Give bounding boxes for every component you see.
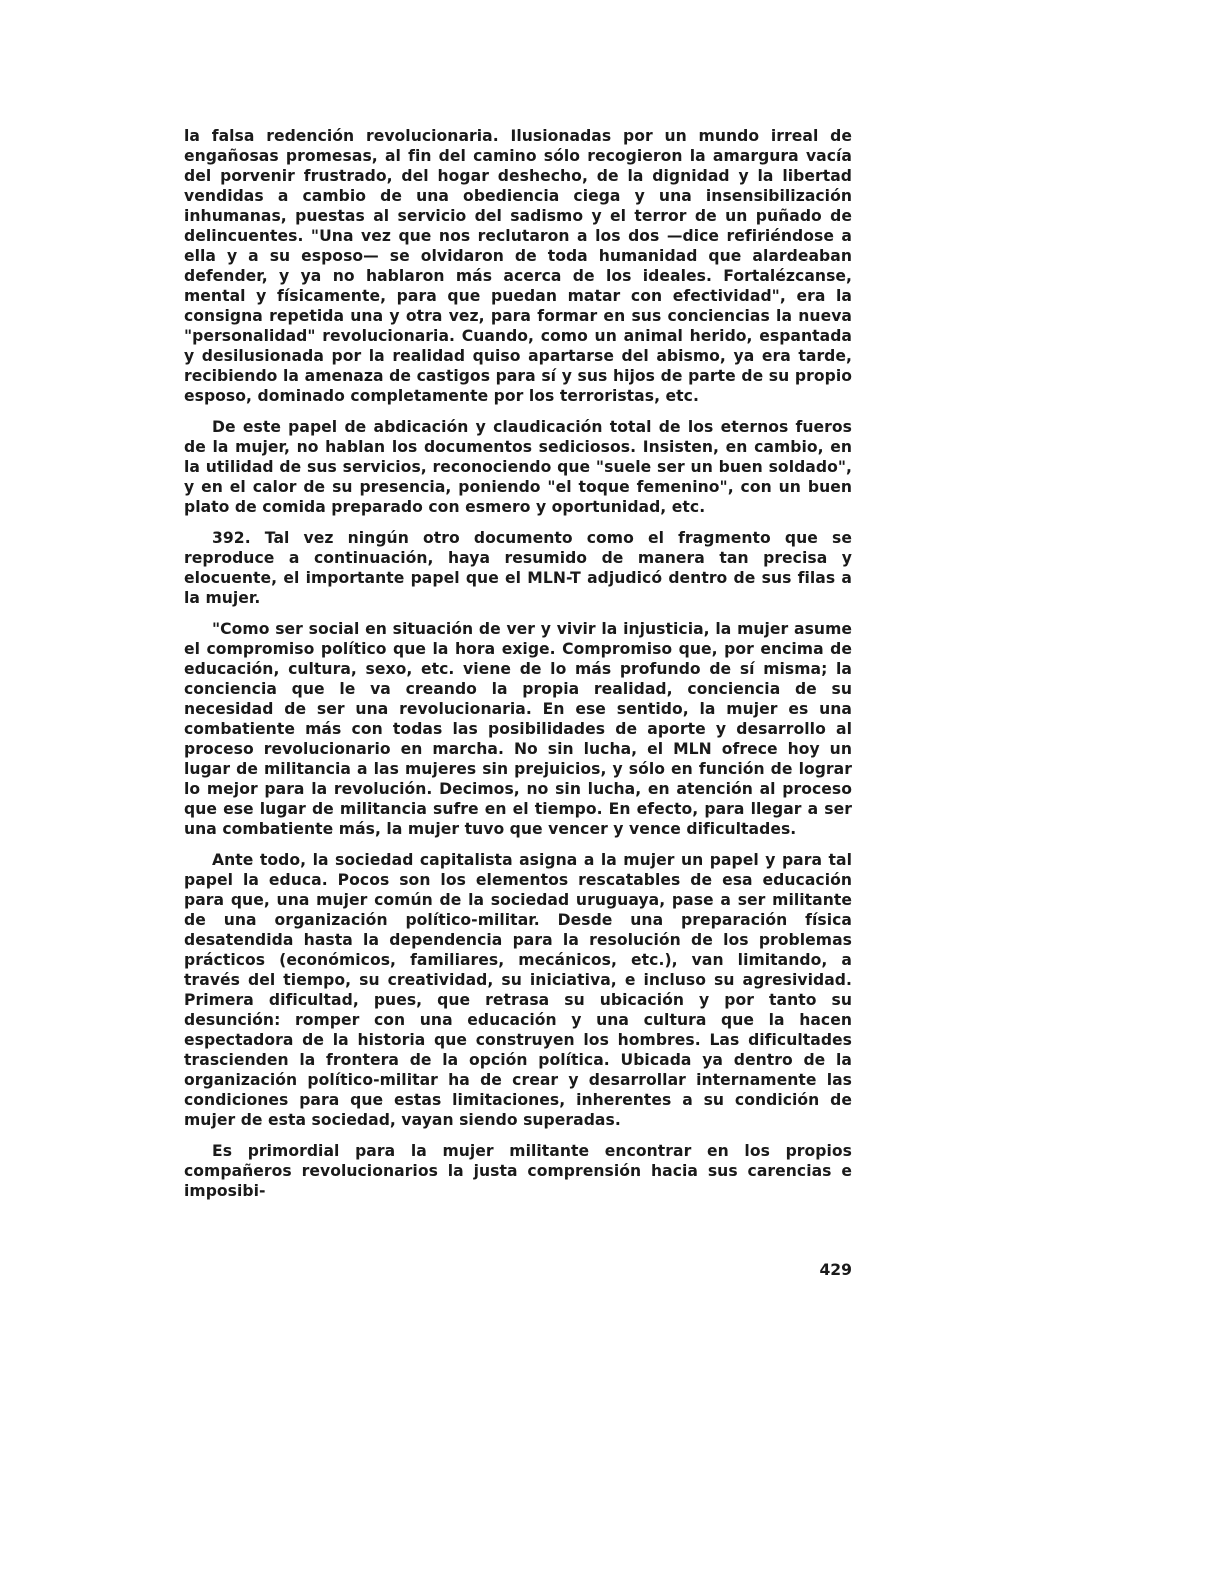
text-column xyxy=(184,126,852,1201)
paragraph-continuation: la falsa redención revolucionaria. Ilusionadas por un mundo irreal de engañosas promesas, al fin del camino sólo recogieron la amargura vacía del porvenir frustrado, del hogar deshecho, de la dignidad y la libertad vendidas a cambio de una obediencia ciega y una insensibilización inhumanas, puestas al servicio del sadismo y el terror de un puñado de delincuentes. "Una vez que nos reclutaron a los dos —dice refiriéndose a ella y a su esposo— se olvidaron de toda humanidad que alardeaban defender, y ya no hablaron más acerca de los ideales. Fortalézcanse, mental y físicamente, para que puedan matar con efectividad", era la consigna repetida una y otra vez, para formar en sus conciencias la nueva "personalidad" revolucionaria. Cuando, como un animal herido, espantada y desilusionada por la realidad quiso apartarse del abismo, ya era tarde, recibiendo la amenaza de castigos para sí y sus hijos de parte de su propio esposo, dominado completamente por los terroristas, etc. xyxy=(184,127,852,405)
paragraph-abdication: De este papel de abdicación y claudicación total de los eternos fueros de la mujer, no hablan los documentos sediciosos. Insisten, en cambio, en la utilidad de sus servicios, reconociendo que "suele ser un buen soldado", y en el calor de su presencia, poniendo "el toque femenino", con un buen plato de comida preparado con esmero y oportunidad, etc. xyxy=(184,418,852,516)
quote-paragraph-primordial: Es primordial para la mujer militante encontrar en los propios compañeros revolucionarios la justa comprensión hacia sus carencias e imposibi- xyxy=(184,1142,852,1200)
paragraph-392: 392. Tal vez ningún otro documento como el fragmento que se reproduce a continuación, haya resumido de manera tan precisa y elocuente, el importante papel que el MLN-T adjudicó dentro de sus filas a la mujer. xyxy=(184,529,852,607)
page-number: 429 xyxy=(819,1261,852,1279)
quote-paragraph-capitalist-society: Ante todo, la sociedad capitalista asigna a la mujer un papel y para tal papel la educa. Pocos son los elementos rescatables de esa educación para que, una mujer común de la sociedad uruguaya, pase a ser militante de una organización político-militar. Desde una preparación física desatendida hasta la dependencia para la resolución de los problemas prácticos (económicos, familiares, mecánicos, etc.), van limitando, a través del tiempo, su creatividad, su iniciativa, e incluso su agresividad. Primera dificultad, pues, que retrasa su ubicación y por tanto su desunción: romper con una educación y una cultura que la hacen espectadora de la historia que construyen los hombres. Las dificultades trascienden la frontera de la opción política. Ubicada ya dentro de la organización político-militar ha de crear y desarrollar internamente las condiciones para que estas limitaciones, inherentes a su condición de mujer de esta sociedad, vayan siendo superadas. xyxy=(184,851,852,1129)
quote-paragraph-social-being: "Como ser social en situación de ver y vivir la injusticia, la mujer asume el compromiso político que la hora exige. Compromiso que, por encima de educación, cultura, sexo, etc. viene de lo más profundo de sí misma; la conciencia que le va creando la propia realidad, conciencia de su necesidad de ser una revolucionaria. En ese sentido, la mujer es una combatiente más con todas las posibilidades de aporte y desarrollo al proceso revolucionario en marcha. No sin lucha, el MLN ofrece hoy un lugar de militancia a las mujeres sin prejuicios, y sólo en función de lograr lo mejor para la revolución. Decimos, no sin lucha, en atención al proceso que ese lugar de militancia sufre en el tiempo. En efecto, para llegar a ser una combatiente más, la mujer tuvo que vencer y vence dificultades. xyxy=(184,620,852,838)
